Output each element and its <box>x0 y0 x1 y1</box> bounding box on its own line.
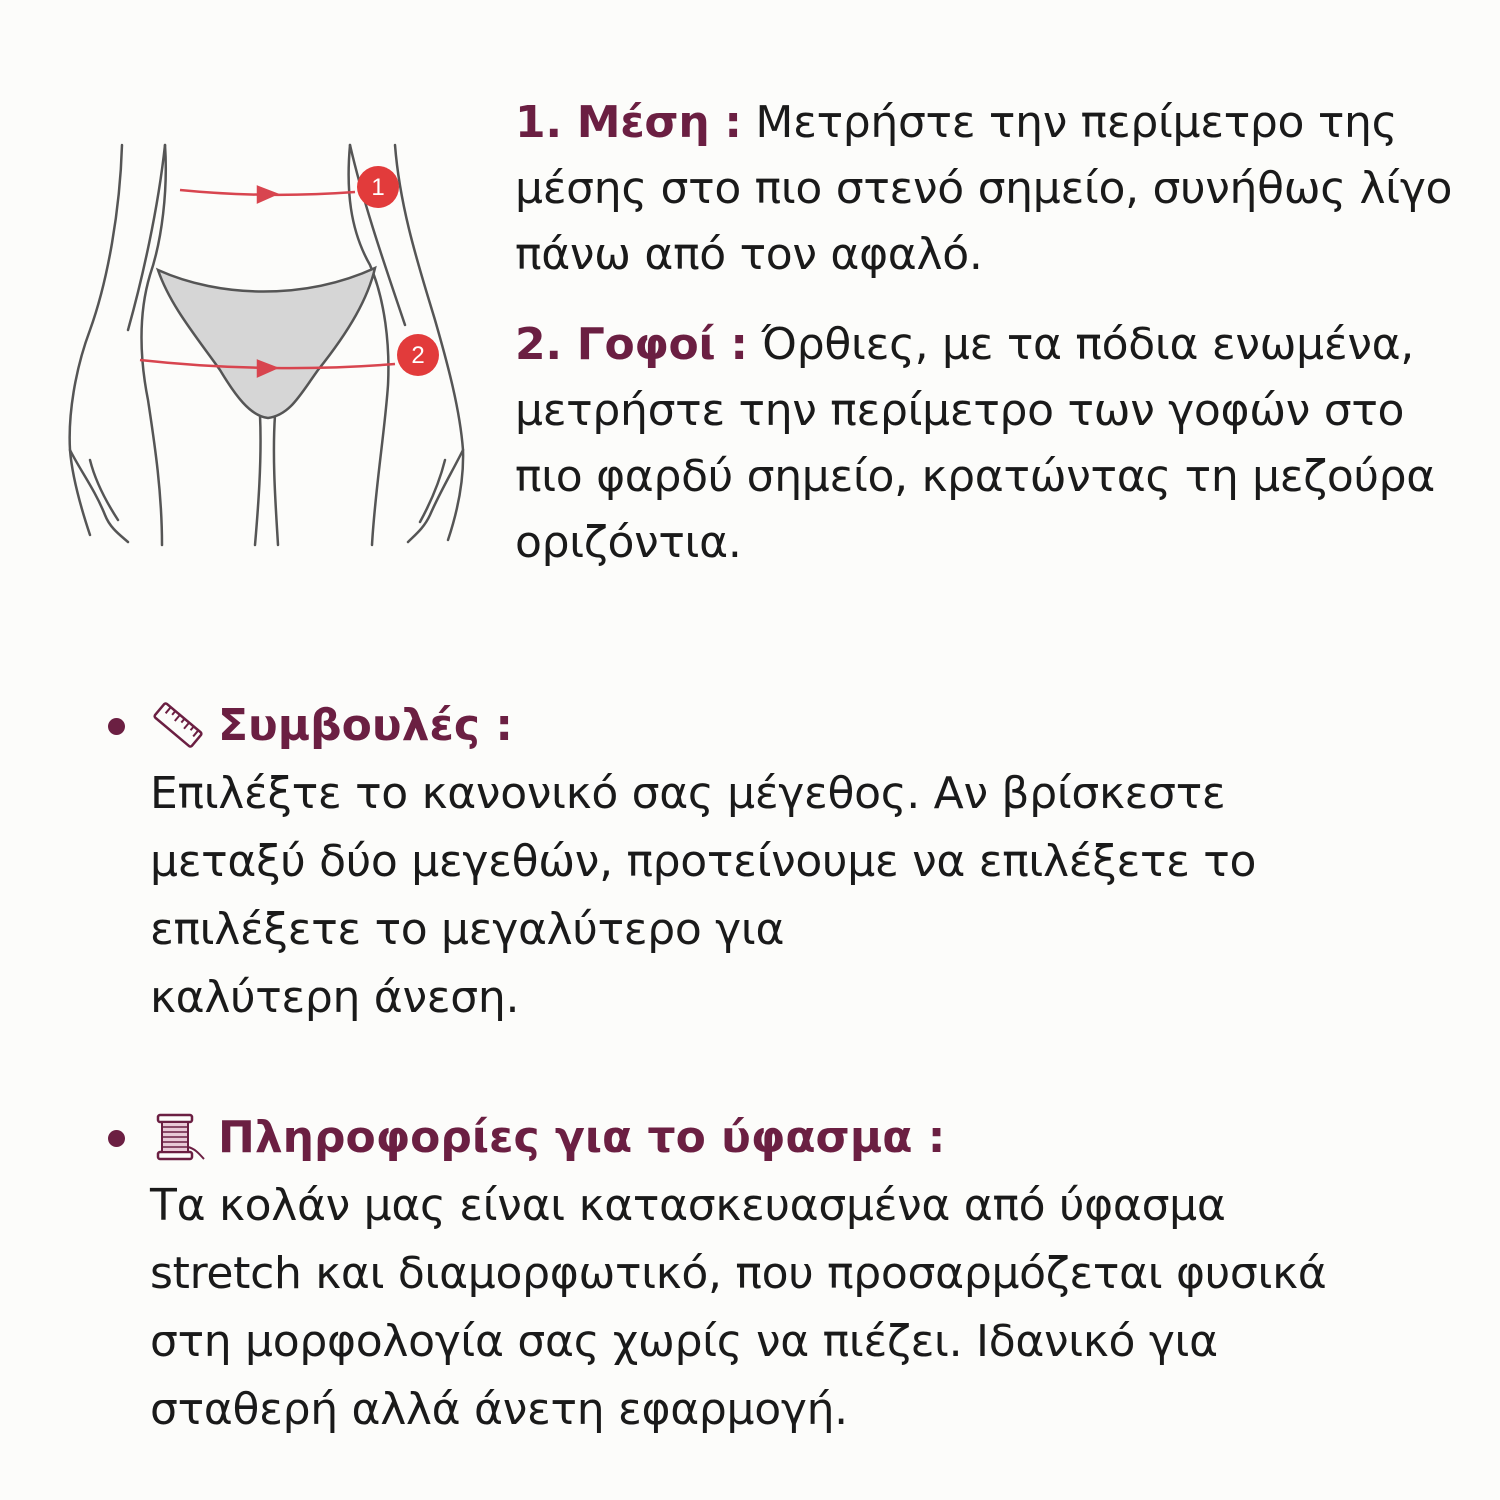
waist-instruction <box>515 90 1475 288</box>
briefs-shape <box>158 268 375 418</box>
waist-text: Μετρήστε την περίμετρο της μέσης στο πιο στενό σημείο, συνήθως λίγο πάνω από τον αφαλό. <box>515 97 1453 280</box>
tips-title: Συμβουλές : <box>218 699 513 751</box>
fabric-line: σταθερή αλλά άνετη εφαρμογή. <box>150 1384 848 1435</box>
bullet-dot <box>108 718 125 735</box>
tips-header <box>150 692 513 758</box>
waist-marker-label: 1 <box>371 174 385 201</box>
thread-spool-icon <box>150 1109 206 1165</box>
fabric-line: στη μορφολογία σας χωρίς να πιέζει. Ιδανικό για <box>150 1316 1218 1367</box>
bullet-dot <box>108 1130 125 1147</box>
waist-label: 1. Μέση : <box>515 97 742 148</box>
tips-line: μεταξύ δύο μεγεθών, προτείνουμε να επιλέξετε το <box>150 836 1257 887</box>
fabric-header <box>150 1104 945 1170</box>
fabric-title: Πληροφορίες για το ύφασμα : <box>218 1111 946 1163</box>
hip-instruction <box>515 312 1475 576</box>
body-measurement-figure <box>50 130 490 560</box>
tips-line: καλύτερη άνεση. <box>150 972 520 1023</box>
fabric-line: Τα κολάν μας είναι κατασκευασμένα από ύφασμα <box>150 1180 1226 1231</box>
tips-line: επιλέξετε το μεγαλύτερο για <box>150 904 785 955</box>
ruler-icon <box>150 697 206 753</box>
body-outline-illustration <box>50 130 490 560</box>
hip-label: 2. Γοφοί : <box>515 319 748 370</box>
hip-marker-label: 2 <box>411 342 425 369</box>
hip-text: Όρθιες, με τα πόδια ενωμένα, μετρήστε την περίμετρο των γοφών στο πιο φαρδύ σημείο, κρατώντας τη μεζούρα οριζόντια. <box>515 319 1436 568</box>
tips-line: Επιλέξτε το κανονικό σας μέγεθος. Αν βρίσκεστε <box>150 768 1226 819</box>
fabric-line: stretch και διαμορφωτικό, που προσαρμόζεται φυσικά <box>150 1248 1327 1299</box>
